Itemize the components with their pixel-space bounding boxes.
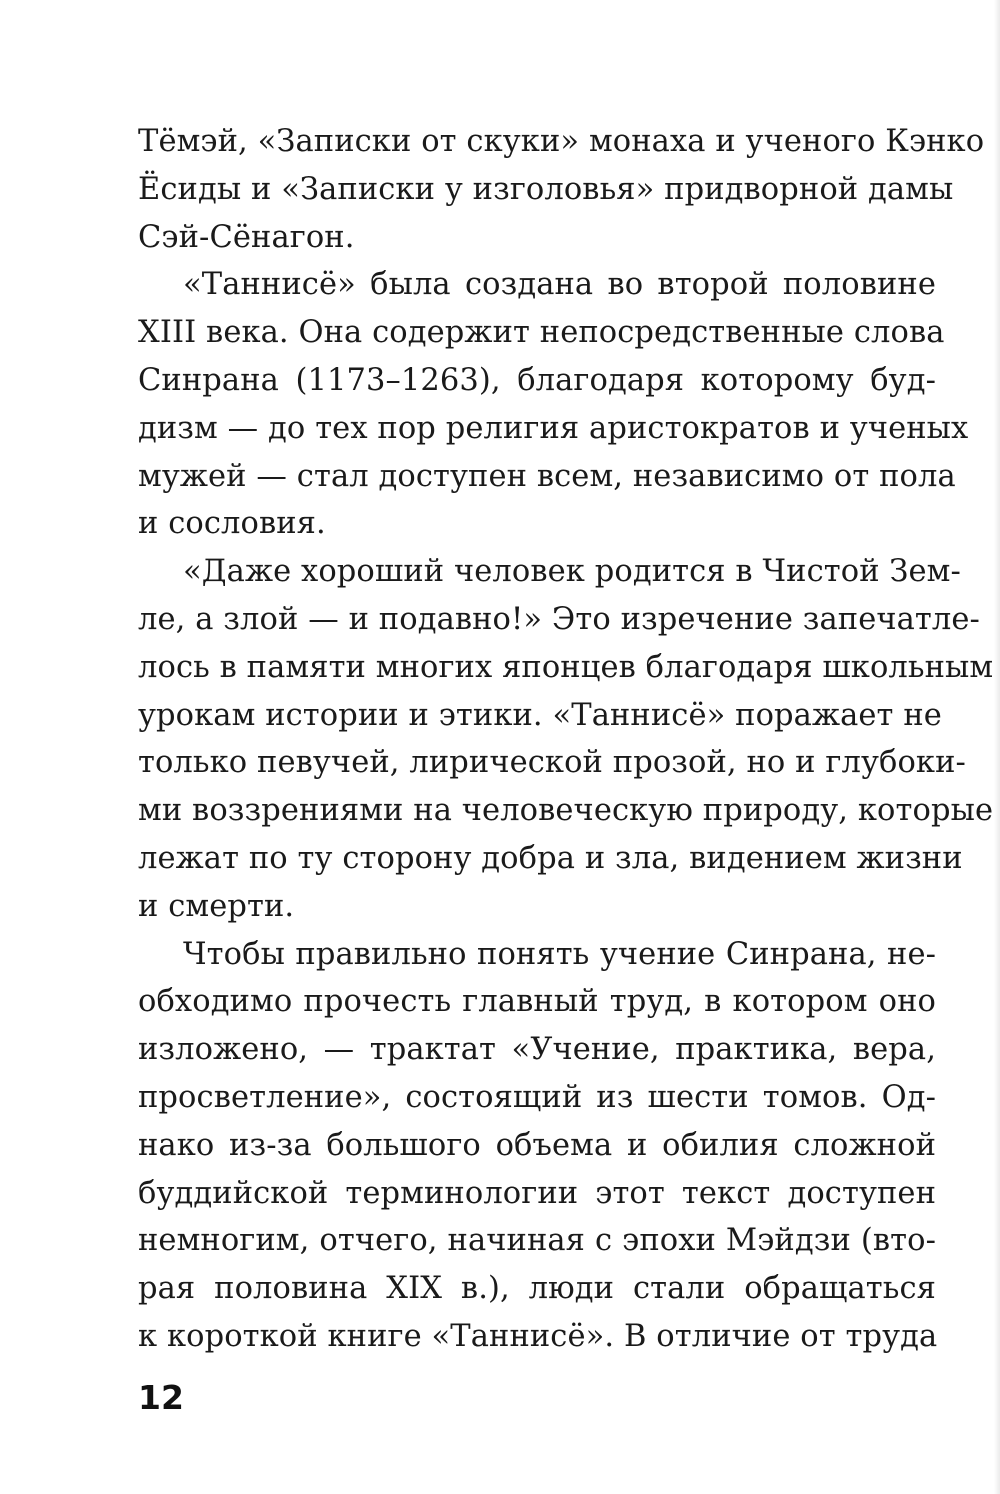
text-line: «Таннисё» была создана во второй половине (183, 267, 936, 303)
body-text (138, 118, 994, 1361)
text-line: Ёсиды и «Записки у изголовья» придворной дамы (138, 171, 954, 207)
paragraph-2 (138, 261, 969, 548)
text-line: просветление», состоящий из шести томов. Од- (138, 1079, 936, 1115)
text-line: дизм — до тех пор религия аристократов и ученых (138, 410, 969, 446)
text-line: ми воззрениями на человеческую природу, которые (138, 793, 994, 829)
text-line: к короткой книге «Таннисё». В отличие от труда (138, 1318, 938, 1354)
text-line: изложено, — трактат «Учение, практика, вера, (138, 1032, 936, 1068)
text-line: рая половина XIX в.), люди стали обращаться (138, 1271, 936, 1307)
text-line: обходимо прочесть главный труд, в котором оно (138, 984, 936, 1020)
text-line: лось в памяти многих японцев благодаря школьным (138, 649, 994, 685)
page-edge-shadow (994, 0, 1000, 1494)
text-line: немногим, отчего, начиная с эпохи Мэйдзи (вто- (138, 1223, 936, 1259)
text-line: Синрана (1173–1263), благодаря которому буд- (138, 362, 936, 398)
text-line: и сословия. (138, 506, 326, 542)
text-line: ле, а злой — и подавно!» Это изречение запечатле- (138, 601, 980, 637)
paragraph-1 (138, 118, 985, 261)
text-line: Чтобы правильно понять учение Синрана, не- (183, 936, 936, 972)
text-line: нако из-за большого объема и обилия сложной (138, 1127, 936, 1163)
text-line: только певучей, лирической прозой, но и глубоки- (138, 745, 966, 781)
page-number: 12 (138, 1378, 184, 1417)
text-line: лежат по ту сторону добра и зла, видением жизни (138, 840, 963, 876)
text-line: «Даже хороший человек родится в Чистой Зем- (183, 554, 961, 590)
text-line: Сэй-Сёнагон. (138, 219, 355, 255)
text-line: XIII века. Она содержит непосредственные слова (138, 315, 945, 351)
paragraph-4 (138, 931, 936, 1361)
text-line: урокам истории и этики. «Таннисё» поражает не (138, 697, 942, 733)
paragraph-3 (138, 548, 994, 930)
text-line: буддийской терминологии этот текст доступен (138, 1175, 936, 1211)
text-line: Тёмэй, «Записки от скуки» монаха и ученого Кэнко (138, 124, 985, 159)
text-line: и смерти. (138, 888, 295, 924)
text-line: мужей — стал доступен всем, независимо от пола (138, 458, 956, 494)
